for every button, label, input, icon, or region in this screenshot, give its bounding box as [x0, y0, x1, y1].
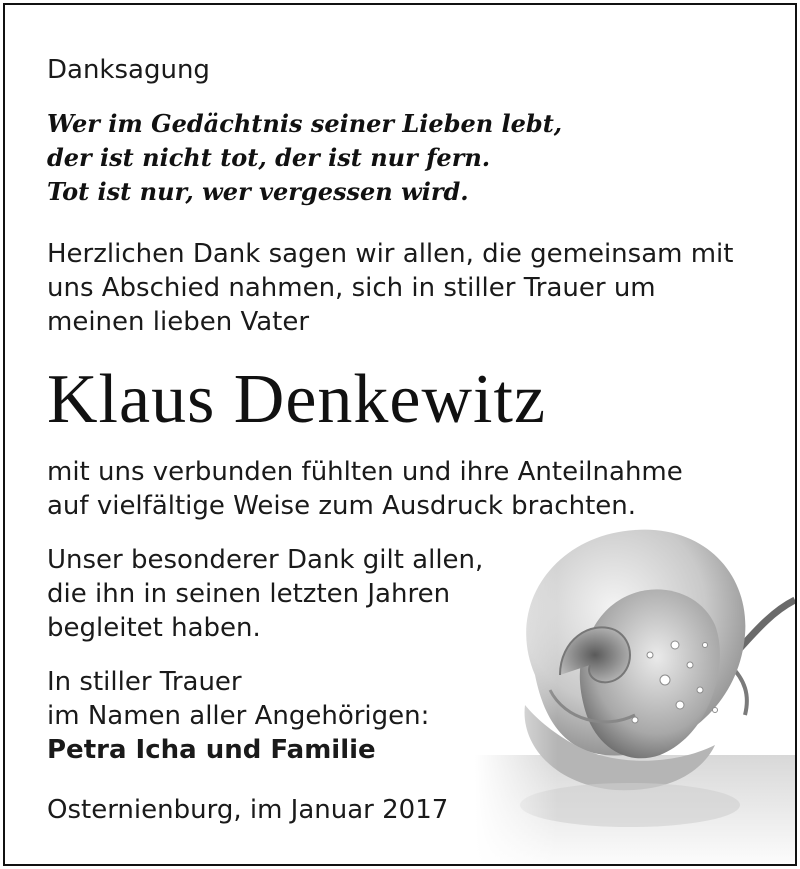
intro-line-1: Herzlichen Dank sagen wir allen, die gemeinsam mit — [47, 239, 734, 269]
intro-line-2: uns Abschied nahmen, sich in stiller Trauer um — [47, 273, 656, 303]
special-thanks-line-2: die ihn in seinen letzten Jahren — [47, 579, 451, 609]
heading-danksagung: Danksagung — [47, 55, 210, 85]
quote-line-3: Tot ist nur, wer vergessen wird. — [47, 177, 469, 206]
special-thanks-line-1: Unser besonderer Dank gilt allen, — [47, 545, 484, 575]
quote-line-1: Wer im Gedächtnis seiner Lieben lebt, — [47, 109, 563, 138]
place-date: Osternienburg, im Januar 2017 — [47, 795, 449, 825]
continuation-line-1: mit uns verbunden fühlten und ihre Anteilnahme — [47, 457, 683, 487]
special-thanks-line-3: begleitet haben. — [47, 613, 261, 643]
deceased-name: Klaus Denkewitz — [47, 361, 547, 438]
continuation-line-2: auf vielfältige Weise zum Ausdruck brachten. — [47, 491, 637, 521]
mourning-line-2: im Namen aller Angehörigen: — [47, 701, 430, 731]
obituary-notice — [3, 3, 797, 866]
signature: Petra Icha und Familie — [47, 735, 376, 765]
mourning-line-1: In stiller Trauer — [47, 667, 242, 697]
white-rose-image — [475, 505, 797, 866]
intro-line-3: meinen lieben Vater — [47, 307, 310, 337]
quote-line-2: der ist nicht tot, der ist nur fern. — [47, 143, 491, 172]
